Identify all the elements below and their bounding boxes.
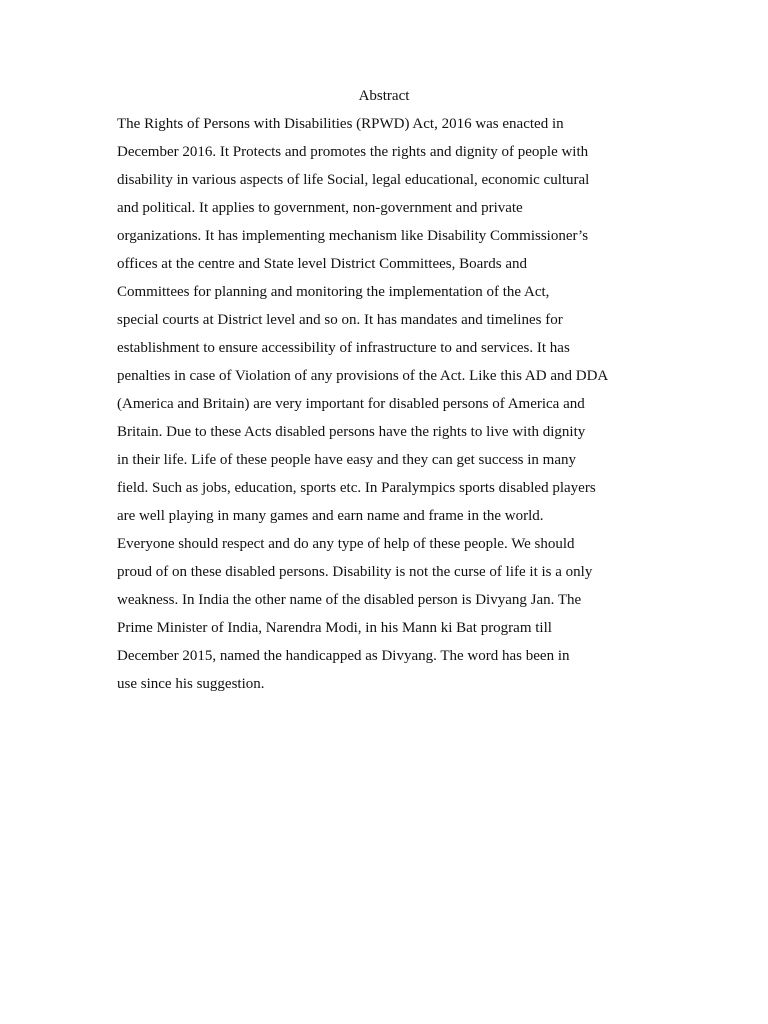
body-line: penalties in case of Violation of any provisions of the Act. Like this AD and DDA: [117, 368, 609, 384]
body-line: (America and Britain) are very important for disabled persons of America and: [117, 396, 585, 412]
abstract-heading: Abstract: [358, 88, 410, 104]
body-line: offices at the centre and State level District Committees, Boards and: [117, 256, 528, 272]
body-line: are well playing in many games and earn name and frame in the world.: [117, 508, 544, 524]
body-line: December 2016. It Protects and promotes the rights and dignity of people with: [117, 144, 589, 160]
body-line: Committees for planning and monitoring the implementation of the Act,: [117, 284, 550, 300]
body-line: and political. It applies to government, non-government and private: [117, 200, 523, 216]
body-line: establishment to ensure accessibility of infrastructure to and services. It has: [117, 340, 570, 356]
body-line: proud of on these disabled persons. Disability is not the curse of life it is a only: [117, 564, 593, 580]
body-line: Prime Minister of India, Narendra Modi, in his Mann ki Bat program till: [117, 620, 552, 636]
body-line: disability in various aspects of life Social, legal educational, economic cultural: [117, 172, 590, 188]
body-line: special courts at District level and so on. It has mandates and timelines for: [117, 312, 563, 328]
body-line: Britain. Due to these Acts disabled persons have the rights to live with dignity: [117, 424, 586, 440]
abstract-body: [117, 114, 609, 702]
body-line: in their life. Life of these people have easy and they can get success in many: [117, 452, 576, 468]
body-line: The Rights of Persons with Disabilities (RPWD) Act, 2016 was enacted in: [117, 116, 564, 132]
body-line: December 2015, named the handicapped as Divyang. The word has been in: [117, 648, 570, 664]
body-line: Everyone should respect and do any type of help of these people. We should: [117, 536, 575, 552]
body-line: field. Such as jobs, education, sports etc. In Paralympics sports disabled players: [117, 480, 596, 496]
body-line: organizations. It has implementing mechanism like Disability Commissioner’s: [117, 228, 589, 244]
body-line: use since his suggestion.: [117, 676, 265, 692]
body-line: weakness. In India the other name of the disabled person is Divyang Jan. The: [117, 592, 582, 608]
